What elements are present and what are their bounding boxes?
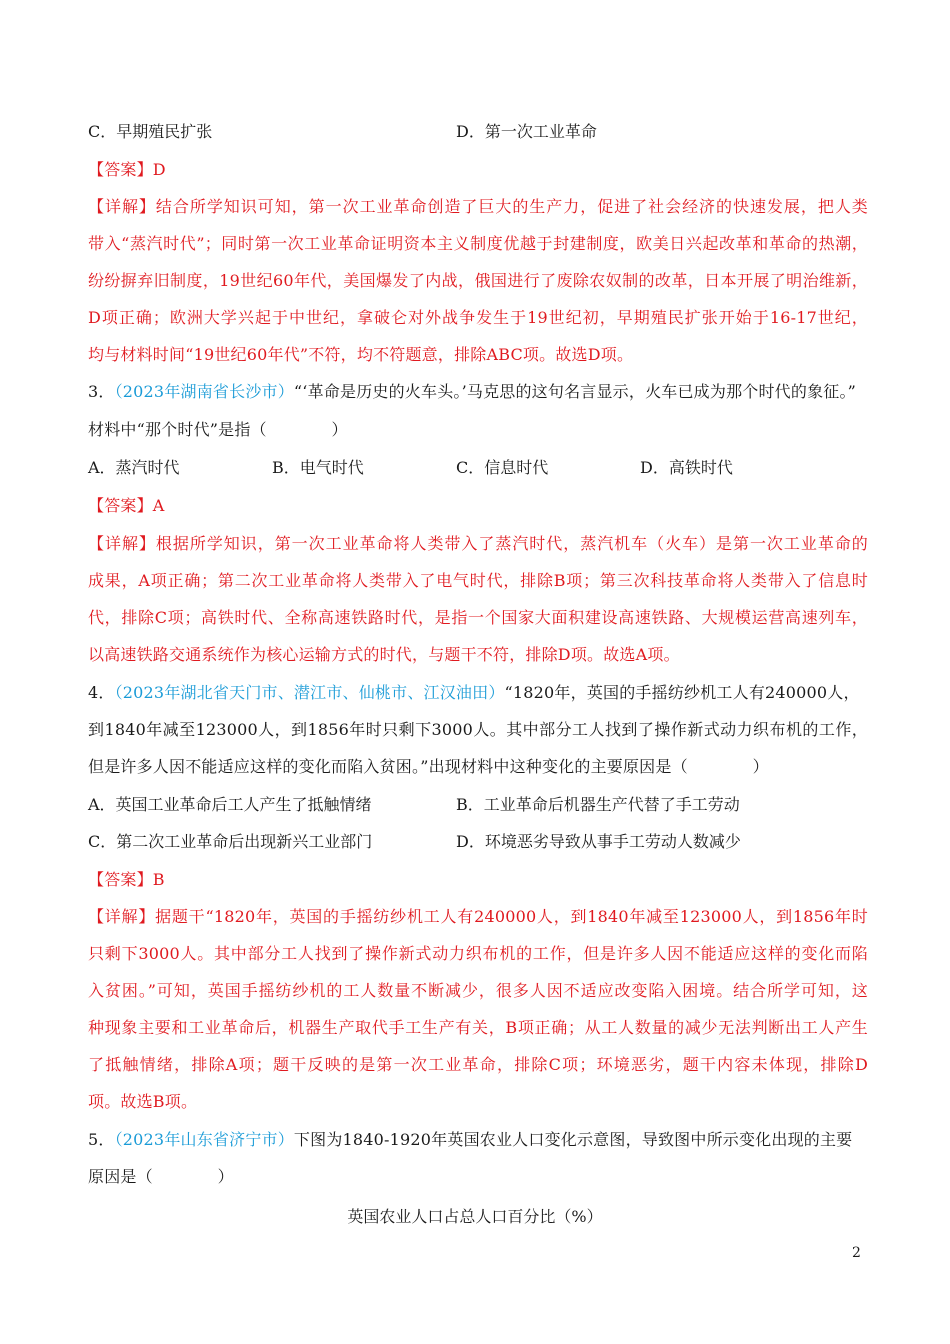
q2-detail-line: 纷纷摒弃旧制度，19世纪60年代，美国爆发了内战，俄国进行了废除农奴制的改革，日本开展了明治维新， [88, 271, 868, 290]
q2-option-c: C．早期殖民扩张 [88, 122, 213, 141]
q3-stem-line [88, 382, 868, 402]
q3-option-b: B．电气时代 [272, 458, 364, 477]
q4-stem-line-2: 到1840年减至123000人，到1856年时只剩下3000人。其中部分工人找到了操作新式动力织布机的工作， [88, 720, 868, 739]
q4-detail-line: 【详解】据题干“1820年，英国的手摇纺纱机工人有240000人，到1840年减至123000人，到1856年时 [88, 907, 868, 926]
q3-source: （2023年湖南省长沙市） [114, 382, 294, 401]
q3-option-a: A．蒸汽时代 [88, 458, 180, 477]
q4-stem-line [88, 683, 868, 703]
q4-detail-line: 项。故选B项。 [88, 1092, 198, 1111]
q2-detail-line: 【详解】结合所学知识可知，第一次工业革命创造了巨大的生产力，促进了社会经济的快速发展，把人类 [88, 197, 868, 216]
q3-detail-line: 以高速铁路交通系统作为核心运输方式的时代，与题干不符，排除D项。故选A项。 [88, 645, 680, 664]
q4-option-d: D．环境恶劣导致从事手工劳动人数减少 [456, 832, 741, 851]
q3-detail-line: 【详解】根据所学知识，第一次工业革命将人类带入了蒸汽时代，蒸汽机车（火车）是第一次工业革命的 [88, 534, 868, 553]
q5-stem-line-2: 原因是（ ） [88, 1167, 234, 1186]
q4-detail-line: 入贫困。”可知，英国手摇纺纱机的工人数量不断减少，很多人因不适应改变陷入困境。结合所学可知，这 [88, 981, 868, 1000]
page-number: 2 [852, 1245, 861, 1261]
q5-source: （2023年山东省济宁市） [114, 1130, 294, 1149]
q4-detail-line: 种现象主要和工业革命后，机器生产取代手工生产有关，B项正确；从工人数量的减少无法判断出工人产生 [88, 1018, 868, 1037]
q3-detail-line: 成果，A项正确；第二次工业革命将人类带入了电气时代，排除B项；第三次科技革命将人类带入了信息时 [88, 571, 868, 590]
q3-option-d: D．高铁时代 [640, 458, 733, 477]
q3-option-c: C．信息时代 [456, 458, 549, 477]
q2-answer: 【答案】D [88, 160, 166, 179]
q4-option-b: B．工业革命后机器生产代替了手工劳动 [456, 795, 740, 814]
q3-number: 3． [88, 382, 115, 401]
q3-stem-text: “‘革命是历史的火车头。’马克思的这句名言显示，火车已成为那个时代的象征。” [293, 382, 857, 401]
q4-source: （2023年湖北省天门市、潜江市、仙桃市、江汉油田） [114, 683, 505, 702]
q2-option-d: D．第一次工业革命 [456, 122, 597, 141]
q2-detail-line: 带入“蒸汽时代”；同时第一次工业革命证明资本主义制度优越于封建制度，欧美日兴起改革和革命的热潮， [88, 234, 868, 253]
q4-stem-line-3: 但是许多人因不能适应这样的变化而陷入贫困。”出现材料中这种变化的主要原因是（ ） [88, 757, 769, 776]
q4-stem-text: “1820年，英国的手摇纺纱机工人有240000人， [504, 683, 860, 702]
q5-stem-text: 下图为1840-1920年英国农业人口变化示意图，导致图中所示变化出现的主要 [293, 1130, 853, 1149]
q4-detail-line: 了抵触情绪，排除A项；题干反映的是第一次工业革命，排除C项；环境恶劣，题干内容未体现，排除D [88, 1055, 868, 1074]
q2-detail-line: D项正确；欧洲大学兴起于中世纪，拿破仑对外战争发生于19世纪初，早期殖民扩张开始于16-17世纪， [88, 308, 868, 327]
q3-answer: 【答案】A [88, 496, 165, 515]
q4-answer: 【答案】B [88, 870, 165, 889]
q4-option-a: A．英国工业革命后工人产生了抵触情绪 [88, 795, 372, 814]
q4-option-c: C．第二次工业革命后出现新兴工业部门 [88, 832, 373, 851]
q4-detail-line: 只剩下3000人。其中部分工人找到了操作新式动力织布机的工作，但是许多人因不能适应这样的变化而陷 [88, 944, 868, 963]
q3-stem-line-2: 材料中“那个时代”是指（ ） [88, 420, 348, 439]
q3-detail-line: 代，排除C项；高铁时代、全称高速铁路时代，是指一个国家大面积建设高速铁路、大规模运营高速列车， [88, 608, 868, 627]
q5-number: 5． [88, 1130, 115, 1149]
q2-detail-line: 均与材料时间“19世纪60年代”不符，均不符题意，排除ABC项。故选D项。 [88, 345, 634, 364]
q4-number: 4． [88, 683, 115, 702]
q5-stem-line [88, 1130, 868, 1150]
q5-figure-title: 英国农业人口占总人口百分比（%） [347, 1207, 603, 1226]
